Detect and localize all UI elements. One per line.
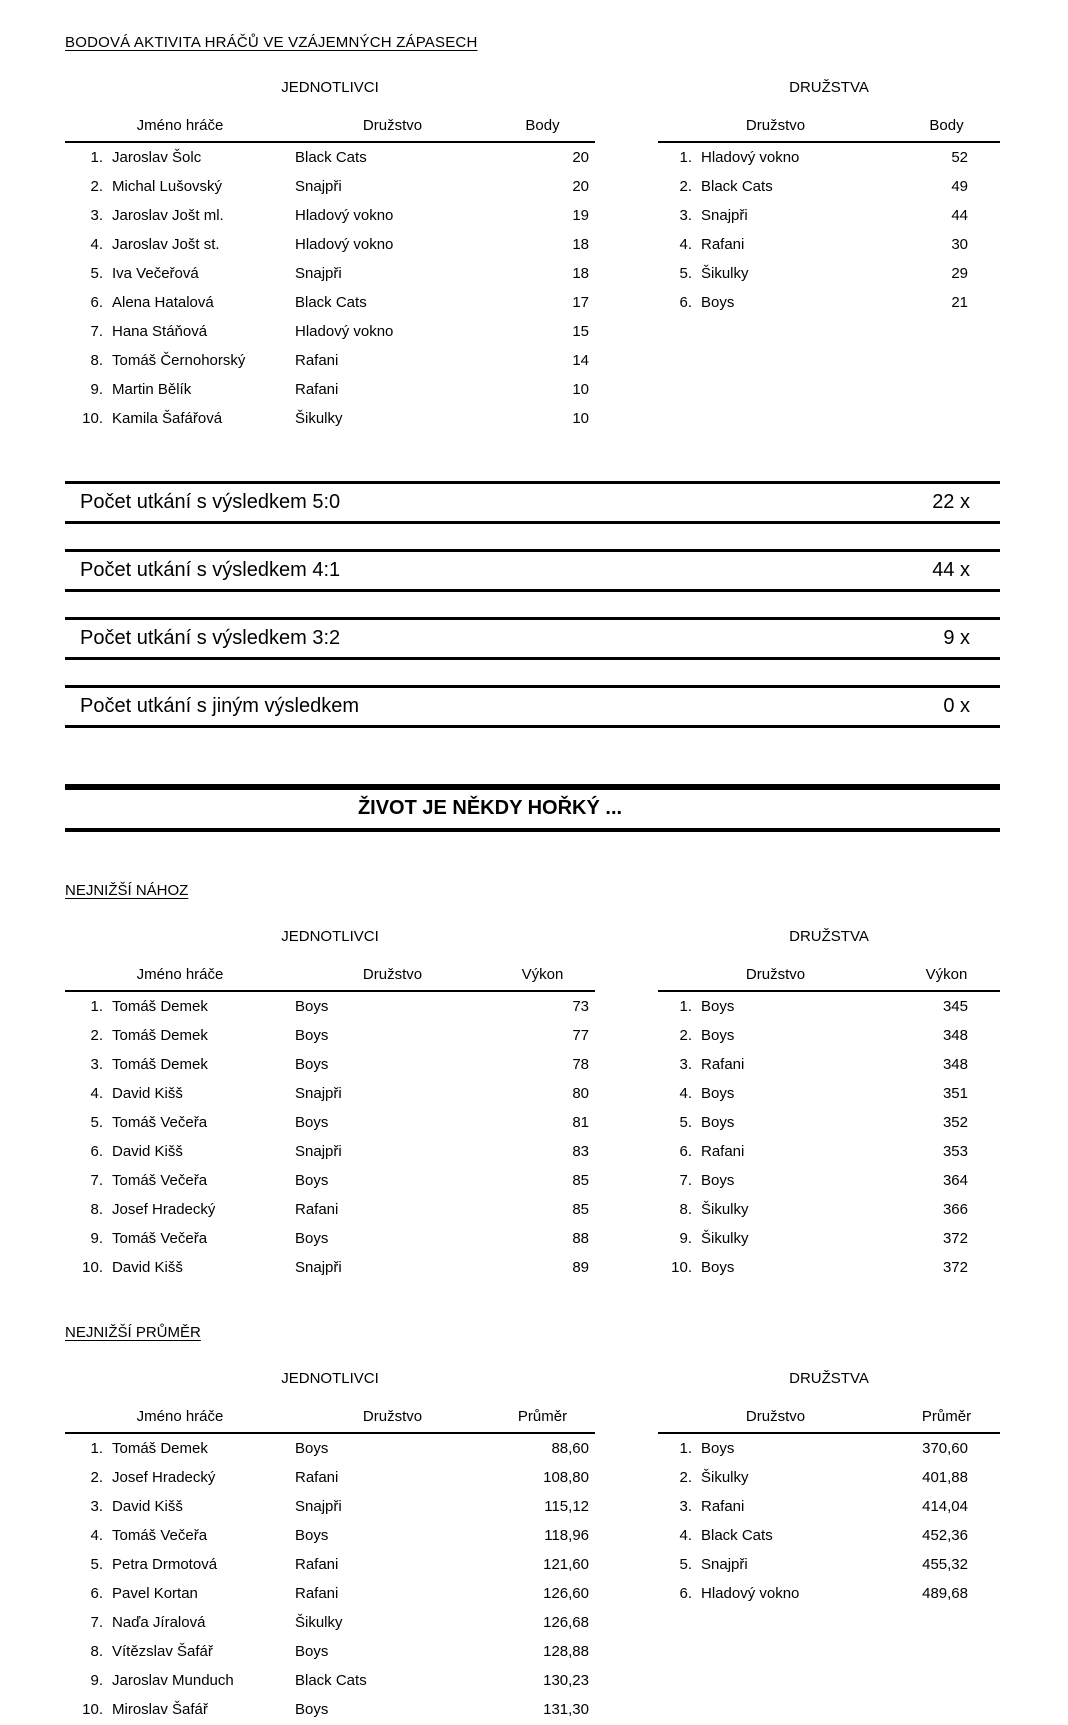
team-cell: Hladový vokno: [295, 323, 394, 340]
team-cell: Rafani: [295, 352, 339, 369]
name-cell: Šikulky: [701, 265, 749, 282]
value-cell: 15: [572, 323, 589, 340]
banner-title: ŽIVOT JE NĚKDY HOŘKÝ ...: [65, 784, 1000, 832]
stat-row: [65, 549, 1000, 592]
name-cell: Black Cats: [701, 178, 773, 195]
name-cell: Tomáš Večeřa: [112, 1114, 208, 1131]
value-cell: 19: [572, 207, 589, 224]
average-individuals-table: [65, 1409, 595, 1724]
stat-value: 9 x: [943, 627, 970, 649]
points-individuals-table: [65, 118, 595, 433]
team-cell: Boys: [295, 1172, 329, 1189]
rank-cell: 5.: [679, 1114, 692, 1131]
rank-cell: 3.: [679, 1498, 692, 1515]
team-cell: Rafani: [295, 1556, 339, 1573]
table-row: [658, 172, 1000, 201]
name-cell: Jaroslav Munduch: [112, 1672, 234, 1689]
group-label-teams: DRUŽSTVA: [789, 928, 869, 945]
value-cell: 352: [942, 1114, 968, 1131]
name-cell: Tomáš Demek: [112, 1056, 208, 1073]
value-cell: 414,04: [922, 1498, 968, 1515]
table-row: [65, 259, 595, 288]
team-cell: Black Cats: [295, 149, 367, 166]
rank-cell: 7.: [679, 1172, 692, 1189]
table-row: [658, 991, 1000, 1021]
rank-cell: 9.: [90, 1230, 103, 1247]
column-header-team: Družstvo: [362, 966, 423, 983]
name-cell: Miroslav Šafář: [112, 1701, 208, 1718]
name-cell: Boys: [701, 1259, 735, 1276]
table-row: [658, 142, 1000, 172]
team-cell: Boys: [295, 1643, 329, 1660]
value-cell: 128,88: [543, 1643, 589, 1660]
name-cell: Naďa Jíralová: [112, 1614, 206, 1631]
table-row: [65, 1050, 595, 1079]
value-cell: 118,96: [544, 1527, 589, 1544]
rank-cell: 4.: [90, 1085, 103, 1102]
rank-cell: 8.: [679, 1201, 692, 1218]
team-cell: Boys: [295, 1527, 329, 1544]
team-cell: Rafani: [295, 381, 339, 398]
table-row: [65, 317, 595, 346]
value-cell: 17: [572, 294, 589, 311]
table-header-row: [658, 118, 1000, 142]
team-cell: Snajpři: [295, 178, 342, 195]
value-cell: 452,36: [922, 1527, 968, 1544]
rank-cell: 4.: [679, 1527, 692, 1544]
rank-cell: 10.: [82, 1701, 103, 1718]
stat-label: Počet utkání s jiným výsledkem: [80, 695, 359, 717]
team-cell: Snajpři: [295, 1085, 342, 1102]
column-header-performance: Výkon: [521, 966, 564, 983]
team-cell: Boys: [295, 1701, 329, 1718]
value-cell: 49: [951, 178, 968, 195]
value-cell: 21: [951, 294, 968, 311]
name-cell: Jaroslav Jošt ml.: [112, 207, 224, 224]
page-title: BODOVÁ AKTIVITA HRÁČŮ VE VZÁJEMNÝCH ZÁPASECH: [65, 34, 478, 51]
value-cell: 366: [942, 1201, 968, 1218]
table-row: [65, 1224, 595, 1253]
table-row: [65, 1108, 595, 1137]
value-cell: 372: [942, 1230, 968, 1247]
table-row: [65, 1608, 595, 1637]
rank-cell: 6.: [90, 1143, 103, 1160]
table-row: [65, 1695, 595, 1724]
team-cell: Boys: [295, 1056, 329, 1073]
rank-cell: 1.: [90, 998, 103, 1015]
rank-cell: 6.: [90, 1585, 103, 1602]
rank-cell: 5.: [90, 265, 103, 282]
table-row: [65, 1463, 595, 1492]
team-cell: Snajpři: [295, 1143, 342, 1160]
value-cell: 401,88: [922, 1469, 968, 1486]
value-cell: 121,60: [543, 1556, 589, 1573]
value-cell: 353: [942, 1143, 968, 1160]
name-cell: Boys: [701, 294, 735, 311]
value-cell: 345: [942, 998, 968, 1015]
section-heading-lowest-average: NEJNIŽŠÍ PRŮMĚR: [65, 1324, 201, 1341]
points-teams-block: [658, 79, 1000, 433]
rank-cell: 2.: [679, 178, 692, 195]
table-row: [658, 1463, 1000, 1492]
value-cell: 489,68: [922, 1585, 968, 1602]
lowest-throw-tables: [65, 928, 1000, 1282]
table-row: [658, 1579, 1000, 1608]
group-label-teams: DRUŽSTVA: [789, 79, 869, 96]
table-row: [658, 1253, 1000, 1282]
name-cell: Pavel Kortan: [112, 1585, 198, 1602]
team-cell: Boys: [295, 1230, 329, 1247]
column-header-team: Družstvo: [745, 966, 806, 983]
name-cell: Martin Bělík: [112, 381, 192, 398]
table-row: [658, 1492, 1000, 1521]
value-cell: 126,60: [543, 1585, 589, 1602]
rank-cell: 6.: [679, 1585, 692, 1602]
name-cell: Petra Drmotová: [112, 1556, 218, 1573]
column-header-team: Družstvo: [362, 1408, 423, 1425]
name-cell: Tomáš Demek: [112, 1027, 208, 1044]
value-cell: 78: [572, 1056, 589, 1073]
name-cell: Boys: [701, 998, 735, 1015]
table-header-row: [65, 967, 595, 991]
name-cell: Boys: [701, 1114, 735, 1131]
value-cell: 80: [572, 1085, 589, 1102]
throw-individuals-table: [65, 967, 595, 1282]
rank-cell: 3.: [679, 1056, 692, 1073]
name-cell: Michal Lušovský: [112, 178, 223, 195]
rank-cell: 1.: [679, 149, 692, 166]
name-cell: Josef Hradecký: [112, 1469, 216, 1486]
value-cell: 81: [572, 1114, 589, 1131]
rank-cell: 1.: [90, 149, 103, 166]
team-cell: Rafani: [295, 1201, 339, 1218]
name-cell: Alena Hatalová: [112, 294, 214, 311]
table-header-row: [65, 118, 595, 142]
group-label-individuals: JEDNOTLIVCI: [281, 1370, 379, 1387]
points-activity-tables: [65, 79, 1000, 433]
value-cell: 20: [572, 149, 589, 166]
name-cell: Hladový vokno: [701, 1585, 800, 1602]
table-row: [65, 288, 595, 317]
table-row: [65, 1021, 595, 1050]
table-row: [65, 1253, 595, 1282]
value-cell: 115,12: [544, 1498, 589, 1515]
rank-cell: 6.: [679, 294, 692, 311]
table-row: [65, 172, 595, 201]
team-cell: Šikulky: [295, 1614, 343, 1631]
stat-value: 44 x: [932, 559, 970, 581]
rank-cell: 9.: [679, 1230, 692, 1247]
table-row: [65, 1195, 595, 1224]
column-header-team: Družstvo: [745, 1408, 806, 1425]
stat-value: 22 x: [932, 491, 970, 513]
column-header-player-name: Jméno hráče: [136, 117, 224, 134]
name-cell: Vítězslav Šafář: [112, 1643, 213, 1660]
points-individuals-block: [65, 79, 595, 433]
rank-cell: 7.: [90, 1172, 103, 1189]
rank-cell: 8.: [90, 1643, 103, 1660]
rank-cell: 4.: [90, 236, 103, 253]
column-header-player-name: Jméno hráče: [136, 1408, 224, 1425]
value-cell: 85: [572, 1172, 589, 1189]
lowest-average-tables: [65, 1370, 1000, 1724]
column-header-average: Průměr: [921, 1408, 972, 1425]
table-row: [658, 1166, 1000, 1195]
rank-cell: 2.: [679, 1027, 692, 1044]
table-row: [65, 404, 595, 433]
rank-cell: 9.: [90, 1672, 103, 1689]
table-row: [658, 1108, 1000, 1137]
name-cell: Boys: [701, 1172, 735, 1189]
table-row: [658, 1550, 1000, 1579]
section-heading-lowest-throw: NEJNIŽŠÍ NÁHOZ: [65, 882, 189, 899]
value-cell: 89: [572, 1259, 589, 1276]
rank-cell: 4.: [90, 1527, 103, 1544]
group-label-individuals: JEDNOTLIVCI: [281, 79, 379, 96]
value-cell: 372: [942, 1259, 968, 1276]
name-cell: David Kišš: [112, 1143, 183, 1160]
throw-teams-block: [658, 928, 1000, 1282]
team-cell: Hladový vokno: [295, 236, 394, 253]
table-row: [65, 1579, 595, 1608]
table-header-row: [658, 967, 1000, 991]
value-cell: 77: [572, 1027, 589, 1044]
table-row: [65, 1166, 595, 1195]
value-cell: 52: [951, 149, 968, 166]
rank-cell: 5.: [679, 265, 692, 282]
rank-cell: 5.: [679, 1556, 692, 1573]
rank-cell: 2.: [90, 178, 103, 195]
rank-cell: 3.: [679, 207, 692, 224]
team-cell: Black Cats: [295, 294, 367, 311]
name-cell: David Kišš: [112, 1259, 183, 1276]
value-cell: 73: [572, 998, 589, 1015]
value-cell: 126,68: [543, 1614, 589, 1631]
stat-row: [65, 685, 1000, 728]
rank-cell: 2.: [90, 1027, 103, 1044]
name-cell: Tomáš Večeřa: [112, 1527, 208, 1544]
table-header-row: [658, 1409, 1000, 1433]
stat-label: Počet utkání s výsledkem 3:2: [80, 627, 341, 649]
value-cell: 44: [951, 207, 968, 224]
value-cell: 14: [572, 352, 589, 369]
points-teams-table: [658, 118, 1000, 317]
name-cell: David Kišš: [112, 1085, 183, 1102]
value-cell: 85: [572, 1201, 589, 1218]
value-cell: 131,30: [543, 1701, 589, 1718]
name-cell: Tomáš Demek: [112, 998, 208, 1015]
name-cell: Rafani: [701, 1143, 745, 1160]
rank-cell: 2.: [90, 1469, 103, 1486]
name-cell: Jaroslav Šolc: [112, 149, 202, 166]
rank-cell: 4.: [679, 236, 692, 253]
team-cell: Boys: [295, 1114, 329, 1131]
value-cell: 29: [951, 265, 968, 282]
team-cell: Hladový vokno: [295, 207, 394, 224]
stat-value: 0 x: [943, 695, 970, 717]
stat-row: [65, 481, 1000, 524]
rank-cell: 10.: [82, 410, 103, 427]
table-row: [65, 991, 595, 1021]
stat-label: Počet utkání s výsledkem 4:1: [80, 559, 341, 581]
value-cell: 455,32: [922, 1556, 968, 1573]
name-cell: Rafani: [701, 1498, 745, 1515]
column-header-points: Body: [929, 117, 964, 134]
table-row: [65, 201, 595, 230]
name-cell: Tomáš Černohorský: [112, 352, 246, 369]
name-cell: Hladový vokno: [701, 149, 800, 166]
name-cell: Josef Hradecký: [112, 1201, 216, 1218]
team-cell: Black Cats: [295, 1672, 367, 1689]
throw-teams-table: [658, 967, 1000, 1282]
value-cell: 348: [942, 1027, 968, 1044]
stat-label: Počet utkání s výsledkem 5:0: [80, 491, 341, 513]
table-row: [65, 1137, 595, 1166]
rank-cell: 6.: [90, 294, 103, 311]
table-row: [658, 1521, 1000, 1550]
name-cell: Boys: [701, 1027, 735, 1044]
column-header-player-name: Jméno hráče: [136, 966, 224, 983]
name-cell: Tomáš Večeřa: [112, 1230, 208, 1247]
group-label-individuals: JEDNOTLIVCI: [281, 928, 379, 945]
name-cell: Iva Večeřová: [112, 265, 199, 282]
table-row: [658, 230, 1000, 259]
rank-cell: 3.: [90, 1056, 103, 1073]
value-cell: 351: [942, 1085, 968, 1102]
average-individuals-block: [65, 1370, 595, 1724]
rank-cell: 1.: [679, 1440, 692, 1457]
name-cell: Black Cats: [701, 1527, 773, 1544]
group-label-teams: DRUŽSTVA: [789, 1370, 869, 1387]
rank-cell: 6.: [679, 1143, 692, 1160]
table-row: [65, 142, 595, 172]
stat-row: [65, 617, 1000, 660]
table-row: [658, 259, 1000, 288]
name-cell: Tomáš Večeřa: [112, 1172, 208, 1189]
rank-cell: 5.: [90, 1114, 103, 1131]
table-row: [658, 1021, 1000, 1050]
name-cell: Boys: [701, 1085, 735, 1102]
name-cell: Kamila Šafářová: [112, 410, 223, 427]
column-header-points: Body: [525, 117, 560, 134]
team-cell: Snajpři: [295, 265, 342, 282]
rank-cell: 1.: [90, 1440, 103, 1457]
team-cell: Šikulky: [295, 410, 343, 427]
table-row: [65, 375, 595, 404]
value-cell: 18: [572, 265, 589, 282]
rank-cell: 3.: [90, 1498, 103, 1515]
column-header-team: Družstvo: [745, 117, 806, 134]
value-cell: 83: [572, 1143, 589, 1160]
value-cell: 30: [951, 236, 968, 253]
rank-cell: 1.: [679, 998, 692, 1015]
value-cell: 10: [572, 381, 589, 398]
table-row: [658, 1079, 1000, 1108]
rank-cell: 2.: [679, 1469, 692, 1486]
table-row: [658, 1433, 1000, 1463]
table-row: [65, 1521, 595, 1550]
table-row: [65, 1079, 595, 1108]
column-header-team: Družstvo: [362, 117, 423, 134]
rank-cell: 7.: [90, 1614, 103, 1631]
name-cell: Šikulky: [701, 1230, 749, 1247]
table-row: [65, 1666, 595, 1695]
average-teams-block: [658, 1370, 1000, 1724]
match-count-boxes: [65, 481, 1000, 728]
value-cell: 88: [572, 1230, 589, 1247]
table-row: [65, 1550, 595, 1579]
rank-cell: 8.: [90, 352, 103, 369]
column-header-performance: Výkon: [925, 966, 968, 983]
name-cell: Snajpři: [701, 207, 748, 224]
rank-cell: 4.: [679, 1085, 692, 1102]
table-row: [658, 1050, 1000, 1079]
throw-individuals-block: [65, 928, 595, 1282]
value-cell: 130,23: [543, 1672, 589, 1689]
name-cell: Šikulky: [701, 1469, 749, 1486]
table-header-row: [65, 1409, 595, 1433]
name-cell: David Kišš: [112, 1498, 183, 1515]
rank-cell: 9.: [90, 381, 103, 398]
table-row: [658, 201, 1000, 230]
team-cell: Boys: [295, 1027, 329, 1044]
value-cell: 20: [572, 178, 589, 195]
team-cell: Rafani: [295, 1469, 339, 1486]
name-cell: Rafani: [701, 1056, 745, 1073]
table-row: [658, 1224, 1000, 1253]
rank-cell: 8.: [90, 1201, 103, 1218]
name-cell: Šikulky: [701, 1201, 749, 1218]
team-cell: Snajpři: [295, 1498, 342, 1515]
value-cell: 10: [572, 410, 589, 427]
column-header-average: Průměr: [517, 1408, 568, 1425]
table-row: [65, 230, 595, 259]
value-cell: 88,60: [551, 1440, 589, 1457]
table-row: [65, 1637, 595, 1666]
team-cell: Boys: [295, 1440, 329, 1457]
value-cell: 18: [572, 236, 589, 253]
name-cell: Tomáš Demek: [112, 1440, 208, 1457]
rank-cell: 5.: [90, 1556, 103, 1573]
table-row: [65, 1433, 595, 1463]
value-cell: 370,60: [922, 1440, 968, 1457]
rank-cell: 10.: [82, 1259, 103, 1276]
value-cell: 108,80: [543, 1469, 589, 1486]
rank-cell: 7.: [90, 323, 103, 340]
rank-cell: 10.: [671, 1259, 692, 1276]
team-cell: Rafani: [295, 1585, 339, 1602]
rank-cell: 3.: [90, 207, 103, 224]
name-cell: Snajpři: [701, 1556, 748, 1573]
table-row: [658, 288, 1000, 317]
name-cell: Jaroslav Jošt st.: [112, 236, 220, 253]
team-cell: Snajpři: [295, 1259, 342, 1276]
value-cell: 348: [942, 1056, 968, 1073]
table-row: [65, 346, 595, 375]
table-row: [658, 1137, 1000, 1166]
table-row: [658, 1195, 1000, 1224]
table-row: [65, 1492, 595, 1521]
team-cell: Boys: [295, 998, 329, 1015]
value-cell: 364: [942, 1172, 968, 1189]
name-cell: Hana Stáňová: [112, 323, 208, 340]
name-cell: Rafani: [701, 236, 745, 253]
name-cell: Boys: [701, 1440, 735, 1457]
average-teams-table: [658, 1409, 1000, 1608]
